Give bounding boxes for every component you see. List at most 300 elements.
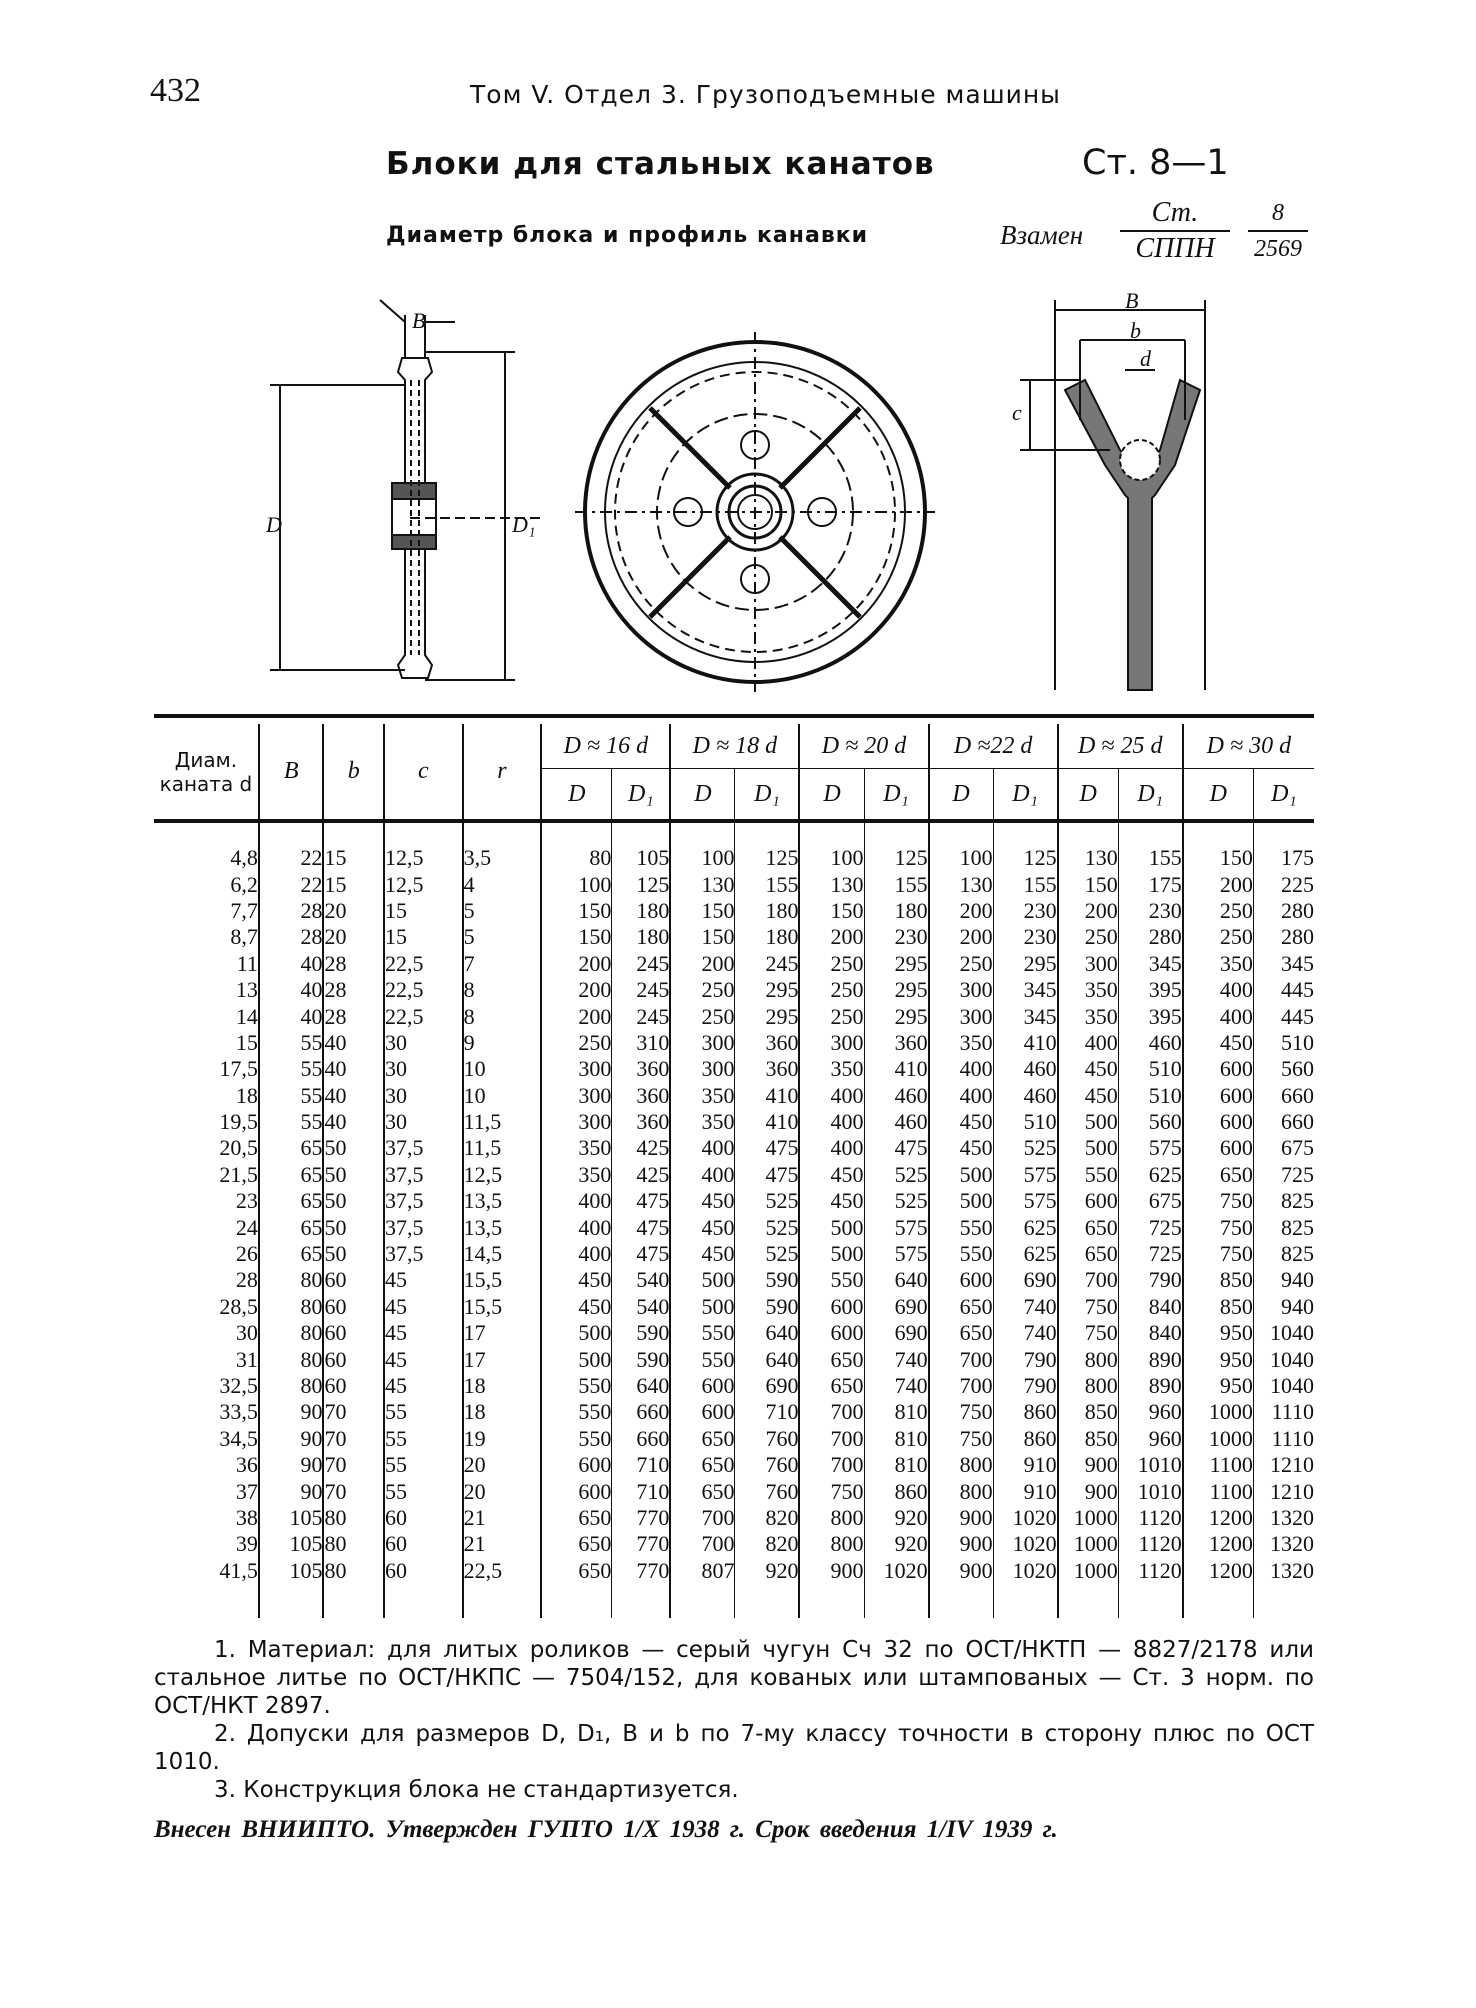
- table-cell: 30: [384, 1083, 463, 1109]
- table-cell: 500: [799, 1241, 864, 1267]
- table-cell: 15: [384, 898, 463, 924]
- table-cell: 22,5: [384, 951, 463, 977]
- table-cell: 675: [1253, 1135, 1314, 1161]
- table-cell: 150: [670, 898, 735, 924]
- table-cell: 21: [463, 1531, 542, 1557]
- label-outer-diameter: D₁: [512, 512, 536, 537]
- table-cell: 460: [993, 1083, 1058, 1109]
- table-cell: 90: [259, 1399, 324, 1425]
- table-cell: 460: [864, 1083, 929, 1109]
- table-cell: 28: [235, 1267, 258, 1293]
- table-cell: 770: [612, 1531, 671, 1557]
- tail-cell: [929, 1584, 994, 1618]
- table-row: [154, 1320, 1314, 1346]
- table-cell: 820: [735, 1531, 800, 1557]
- table-cell: 500: [1058, 1109, 1119, 1135]
- table-cell: 600: [799, 1320, 864, 1346]
- table-cell: 60: [323, 1373, 384, 1399]
- table-cell: 740: [993, 1294, 1058, 1320]
- table-cell: 105: [259, 1505, 324, 1531]
- table-cell: 22,5: [463, 1558, 542, 1584]
- table-cell: 500: [541, 1320, 612, 1346]
- table-cell: 360: [735, 1056, 800, 1082]
- table-cell: 750: [929, 1399, 994, 1425]
- table-cell: 850: [1183, 1294, 1254, 1320]
- table-cell: 750: [929, 1426, 994, 1452]
- table-cell: 4: [463, 871, 542, 897]
- table-cell: 660: [612, 1399, 671, 1425]
- table-cell: 750: [1183, 1214, 1254, 1240]
- table-cell: 130: [799, 871, 864, 897]
- table-cell: 350: [1058, 977, 1119, 1003]
- table-cell: 825: [1253, 1241, 1314, 1267]
- table-cell: 550: [541, 1399, 612, 1425]
- table-cell: 125: [735, 845, 800, 871]
- table-cell: 295: [993, 951, 1058, 977]
- table-cell: 21,5: [219, 1161, 258, 1187]
- table-cell: 450: [670, 1188, 735, 1214]
- table-cell: 1200: [1183, 1558, 1254, 1584]
- table-cell: 55: [259, 1083, 324, 1109]
- table-cell: 28: [259, 924, 324, 950]
- table-cell: 690: [864, 1294, 929, 1320]
- groove-profile-drawing: [1020, 300, 1205, 690]
- table-cell: 295: [864, 951, 929, 977]
- table-cell: 395: [1118, 1003, 1183, 1029]
- table-cell: 37,5: [384, 1241, 463, 1267]
- table-cell: 65: [259, 1241, 324, 1267]
- table-cell: 550: [929, 1241, 994, 1267]
- table-cell: 550: [541, 1426, 612, 1452]
- table-cell: 280: [1118, 924, 1183, 950]
- table-cell: 180: [612, 898, 671, 924]
- table-cell: 200: [1058, 898, 1119, 924]
- table-cell: 650: [541, 1531, 612, 1557]
- table-cell: 90: [259, 1452, 324, 1478]
- table-cell: 640: [864, 1267, 929, 1293]
- table-cell: 245: [612, 977, 671, 1003]
- table-cell: 550: [799, 1267, 864, 1293]
- table-cell: 710: [612, 1478, 671, 1504]
- label-profile-b: B: [1125, 288, 1139, 313]
- table-cell: 200: [799, 924, 864, 950]
- header-r: r: [463, 724, 542, 821]
- label-width-b: B: [412, 308, 426, 333]
- table-cell: 345: [993, 1003, 1058, 1029]
- table-cell: 350: [541, 1162, 612, 1188]
- table-cell: 410: [735, 1083, 800, 1109]
- table-cell: 500: [1058, 1135, 1119, 1161]
- table-cell: 345: [1253, 951, 1314, 977]
- table-cell: 600: [1058, 1188, 1119, 1214]
- table-cell: 28: [259, 898, 324, 924]
- table-cell: 690: [864, 1320, 929, 1346]
- table-cell: 1100: [1183, 1478, 1254, 1504]
- table-cell: 31: [235, 1346, 258, 1372]
- spacer-cell: [929, 821, 994, 845]
- table-cell: 295: [735, 977, 800, 1003]
- table-cell: 650: [799, 1346, 864, 1372]
- table-cell: 800: [799, 1505, 864, 1531]
- table-cell: 575: [993, 1162, 1058, 1188]
- table-cell: 550: [670, 1320, 735, 1346]
- table-cell: 15: [235, 1029, 258, 1055]
- table-cell: 650: [670, 1478, 735, 1504]
- table-cell: 590: [735, 1294, 800, 1320]
- table-cell: 750: [1183, 1241, 1254, 1267]
- table-cell: 940: [1253, 1294, 1314, 1320]
- subheader-D1: D₁: [993, 769, 1058, 822]
- table-cell: 55: [384, 1478, 463, 1504]
- table-cell: 250: [670, 977, 735, 1003]
- table-cell: 1120: [1118, 1505, 1183, 1531]
- table-cell: 250: [670, 1003, 735, 1029]
- table-cell: 28: [323, 977, 384, 1003]
- table-cell: 11,5: [463, 1109, 542, 1135]
- table-cell: 600: [1183, 1056, 1254, 1082]
- table-row: [154, 1003, 1314, 1029]
- spacer-cell: [541, 821, 612, 845]
- table-cell: 28: [323, 1003, 384, 1029]
- replaces-fraction-1: [1120, 196, 1230, 266]
- table-cell: 200: [541, 1003, 612, 1029]
- table-cell: 770: [612, 1558, 671, 1584]
- table-cell: 450: [929, 1135, 994, 1161]
- table-cell: 100: [799, 845, 864, 871]
- table-cell: 360: [735, 1030, 800, 1056]
- fraction-2-denominator: 2569: [1254, 236, 1302, 262]
- table-cell: 475: [612, 1188, 671, 1214]
- table-row: [154, 1531, 1314, 1557]
- table-cell: 860: [993, 1426, 1058, 1452]
- table-cell: 45: [384, 1294, 463, 1320]
- table-cell: 30: [384, 1109, 463, 1135]
- table-cell: 700: [929, 1373, 994, 1399]
- table-cell: 940: [1253, 1267, 1314, 1293]
- label-diameter: D: [266, 512, 282, 537]
- table-row: [154, 1109, 1314, 1135]
- table-cell: 70: [323, 1399, 384, 1425]
- table-cell: 1020: [993, 1531, 1058, 1557]
- table-cell: 180: [735, 898, 800, 924]
- subheader-D: D: [541, 769, 612, 822]
- table-cell: 725: [1118, 1241, 1183, 1267]
- table-cell: 890: [1118, 1373, 1183, 1399]
- table-cell: 125: [612, 871, 671, 897]
- table-cell: 820: [735, 1505, 800, 1531]
- tail-cell: [670, 1584, 735, 1618]
- subheader-D: D: [1183, 769, 1254, 822]
- table-cell: 660: [1253, 1109, 1314, 1135]
- tail-cell: [799, 1584, 864, 1618]
- table-cell: 150: [670, 924, 735, 950]
- table-cell: 36: [235, 1452, 258, 1478]
- tail-cell: [463, 1584, 542, 1618]
- table-cell: 710: [612, 1452, 671, 1478]
- table-cell: 33,5: [219, 1399, 258, 1425]
- table-cell: 445: [1253, 1003, 1314, 1029]
- table-cell: 15,5: [463, 1267, 542, 1293]
- table-cell: 155: [1118, 845, 1183, 871]
- table-cell: 175: [1253, 845, 1314, 871]
- tail-cell: [735, 1584, 800, 1618]
- table-cell: 1320: [1253, 1558, 1314, 1584]
- table-cell: 5: [463, 924, 542, 950]
- table-cell: 410: [735, 1109, 800, 1135]
- table-cell: 150: [541, 898, 612, 924]
- table-row: [154, 1241, 1314, 1267]
- table-cell: 30: [384, 1030, 463, 1056]
- table-cell: 475: [864, 1135, 929, 1161]
- table-cell: 23: [235, 1188, 258, 1214]
- table-cell: 450: [929, 1109, 994, 1135]
- table-cell: 345: [1118, 951, 1183, 977]
- table-cell: 900: [929, 1531, 994, 1557]
- tail-cell: [323, 1584, 384, 1618]
- table-cell: 590: [735, 1267, 800, 1293]
- table-cell: 50: [323, 1162, 384, 1188]
- table-cell: 245: [612, 951, 671, 977]
- table-cell: 360: [612, 1056, 671, 1082]
- table-cell: 750: [1058, 1320, 1119, 1346]
- table-cell: 200: [929, 898, 994, 924]
- table-row: [154, 1135, 1314, 1161]
- table-cell: 450: [541, 1294, 612, 1320]
- spacer-cell: [612, 821, 671, 845]
- table-cell: 950: [1183, 1346, 1254, 1372]
- table-cell: 40: [323, 1083, 384, 1109]
- table-cell: 500: [929, 1162, 994, 1188]
- table-cell: 300: [929, 977, 994, 1003]
- table-cell: 710: [735, 1399, 800, 1425]
- tail-cell: [1253, 1584, 1314, 1618]
- tail-cell: [154, 1584, 259, 1618]
- table-cell: 105: [259, 1558, 324, 1584]
- table-row: [154, 1162, 1314, 1188]
- table-cell: 600: [929, 1267, 994, 1293]
- table-cell: 760: [735, 1452, 800, 1478]
- table-cell: 100: [541, 871, 612, 897]
- table-cell: 10: [463, 1056, 542, 1082]
- table-cell: 475: [612, 1214, 671, 1240]
- table-cell: 700: [1058, 1267, 1119, 1293]
- table-cell: 350: [799, 1056, 864, 1082]
- fraction-1-denominator: СППН: [1135, 233, 1215, 264]
- table-cell: 28: [323, 951, 384, 977]
- table-cell: 560: [1253, 1056, 1314, 1082]
- table-cell: 300: [541, 1109, 612, 1135]
- spacer-cell: [670, 821, 735, 845]
- table-row: [154, 871, 1314, 897]
- table-cell: 825: [1253, 1188, 1314, 1214]
- table-cell: 60: [384, 1531, 463, 1557]
- table-row: [154, 1294, 1314, 1320]
- table-cell: 425: [612, 1162, 671, 1188]
- table-cell: 840: [1118, 1320, 1183, 1346]
- table-cell: 155: [993, 871, 1058, 897]
- table-row: [154, 1373, 1314, 1399]
- table-cell: 425: [612, 1135, 671, 1161]
- table-cell: 175: [1118, 871, 1183, 897]
- table-cell: 550: [670, 1346, 735, 1372]
- table-cell: 1000: [1058, 1505, 1119, 1531]
- table-cell: 17: [463, 1320, 542, 1346]
- table-cell: 55: [259, 1030, 324, 1056]
- table-cell: 30: [384, 1056, 463, 1082]
- table-cell: 750: [799, 1478, 864, 1504]
- table-cell: 230: [993, 924, 1058, 950]
- table-cell: 500: [670, 1294, 735, 1320]
- subheader-D: D: [799, 769, 864, 822]
- table-cell: 200: [929, 924, 994, 950]
- table-cell: 650: [541, 1558, 612, 1584]
- table-cell: 910: [993, 1478, 1058, 1504]
- table-row: [154, 1083, 1314, 1109]
- table-cell: 650: [1183, 1162, 1254, 1188]
- table-cell: 510: [993, 1109, 1058, 1135]
- table-cell: 300: [541, 1056, 612, 1082]
- table-cell: 45: [384, 1373, 463, 1399]
- table-cell: 37: [235, 1478, 258, 1504]
- table-cell: 740: [864, 1373, 929, 1399]
- note-1: 1. Материал: для литых роликов — серый чугун Сч 32 по ОСТ/НКТП — 8827/2178 или стальное литье по ОСТ/НКПС — 7504/152, для кованых или штампованых — Ст. 3 норм. по ОСТ/НКТ 2897.: [154, 1637, 1314, 1719]
- table-cell: 600: [670, 1373, 735, 1399]
- table-cell: 40: [259, 977, 324, 1003]
- header-rope-diameter: Диам. каната d: [154, 724, 259, 821]
- spacer-cell: [463, 821, 542, 845]
- tail-cell: [384, 1584, 463, 1618]
- table-cell: 22: [259, 871, 324, 897]
- page-subtitle: Диаметр блока и профиль канавки: [386, 223, 869, 248]
- table-cell: 575: [864, 1214, 929, 1240]
- table-cell: 13,5: [463, 1188, 542, 1214]
- label-rope-d: d: [1140, 346, 1151, 371]
- table-row: [154, 845, 1314, 871]
- spacer-cell: [384, 821, 463, 845]
- table-cell: 295: [864, 1003, 929, 1029]
- table-cell: 9: [463, 1030, 542, 1056]
- table-row: [154, 1452, 1314, 1478]
- header-c: c: [384, 724, 463, 821]
- table-cell: 360: [864, 1030, 929, 1056]
- front-view-drawing: [575, 332, 935, 692]
- table-cell: 640: [612, 1373, 671, 1399]
- table-cell: 650: [799, 1373, 864, 1399]
- table-cell: 690: [735, 1373, 800, 1399]
- table-cell: 950: [1183, 1373, 1254, 1399]
- table-cell: 19: [463, 1426, 542, 1452]
- table-cell: 250: [541, 1030, 612, 1056]
- table-cell: 17,5: [219, 1056, 258, 1082]
- table-cell: 300: [670, 1056, 735, 1082]
- spacer-cell: [864, 821, 929, 845]
- table-cell: 900: [1058, 1452, 1119, 1478]
- table-cell: 60: [323, 1267, 384, 1293]
- table-cell: 60: [323, 1346, 384, 1372]
- table-cell: 700: [799, 1399, 864, 1425]
- table-cell: 150: [799, 898, 864, 924]
- table-cell: 590: [612, 1320, 671, 1346]
- standard-number: Ст. 8—1: [1082, 143, 1229, 183]
- table-row: [154, 898, 1314, 924]
- table-cell: 55: [384, 1426, 463, 1452]
- table-cell: 13: [235, 977, 258, 1003]
- table-cell: 640: [735, 1320, 800, 1346]
- table-cell: 790: [993, 1346, 1058, 1372]
- table-cell: 250: [1058, 924, 1119, 950]
- table-cell: 650: [541, 1505, 612, 1531]
- table-cell: 890: [1118, 1346, 1183, 1372]
- table-cell: 600: [670, 1399, 735, 1425]
- table-cell: 350: [541, 1135, 612, 1161]
- table-cell: 410: [864, 1056, 929, 1082]
- table-cell: 920: [864, 1505, 929, 1531]
- table-cell: 15: [323, 845, 384, 871]
- table-cell: 30: [235, 1320, 258, 1346]
- table-cell: 90: [259, 1478, 324, 1504]
- table-cell: 250: [1183, 898, 1254, 924]
- table-cell: 55: [384, 1399, 463, 1425]
- table-cell: 45: [384, 1267, 463, 1293]
- page-title: Блоки для стальных канатов: [386, 146, 935, 182]
- label-groove-width: b: [1130, 318, 1141, 343]
- table-cell: 1210: [1253, 1478, 1314, 1504]
- table-row: [154, 1188, 1314, 1214]
- table-cell: 20: [463, 1478, 542, 1504]
- table-cell: 37,5: [384, 1214, 463, 1240]
- spacer-cell: [1058, 821, 1119, 845]
- table-cell: 700: [929, 1346, 994, 1372]
- table-cell: 6,2: [230, 871, 258, 897]
- table-cell: 8: [463, 1003, 542, 1029]
- table-cell: 860: [993, 1399, 1058, 1425]
- header-group-18d: D ≈ 18 d: [670, 724, 799, 769]
- table-cell: 125: [864, 845, 929, 871]
- table-cell: 26: [235, 1241, 258, 1267]
- subheader-D: D: [1058, 769, 1119, 822]
- table-cell: 15: [384, 924, 463, 950]
- table-cell: 90: [259, 1426, 324, 1452]
- table-cell: 300: [541, 1083, 612, 1109]
- table-cell: 625: [1118, 1162, 1183, 1188]
- table-cell: 18: [463, 1373, 542, 1399]
- table-cell: 345: [993, 977, 1058, 1003]
- subheader-D1: D₁: [864, 769, 929, 822]
- table-cell: 40: [323, 1109, 384, 1135]
- table-cell: 21: [463, 1505, 542, 1531]
- table-cell: 400: [1183, 977, 1254, 1003]
- table-cell: 450: [799, 1162, 864, 1188]
- table-cell: 400: [799, 1109, 864, 1135]
- table-cell: 70: [323, 1426, 384, 1452]
- table-cell: 900: [929, 1558, 994, 1584]
- table-cell: 475: [735, 1135, 800, 1161]
- spacer-cell: [993, 821, 1058, 845]
- label-depth-c: c: [1012, 400, 1022, 425]
- table-cell: 510: [1253, 1030, 1314, 1056]
- table-cell: 850: [1058, 1399, 1119, 1425]
- table-cell: 180: [864, 898, 929, 924]
- spacer-cell: [154, 821, 259, 845]
- table-cell: 40: [323, 1056, 384, 1082]
- table-cell: 690: [993, 1267, 1058, 1293]
- pulley-dimensions-table: [154, 714, 1314, 1618]
- table-row: [154, 1558, 1314, 1584]
- table-top-rule: [154, 716, 1314, 724]
- table-row: [154, 1505, 1314, 1531]
- table-row: [154, 951, 1314, 977]
- table-cell: 1020: [993, 1558, 1058, 1584]
